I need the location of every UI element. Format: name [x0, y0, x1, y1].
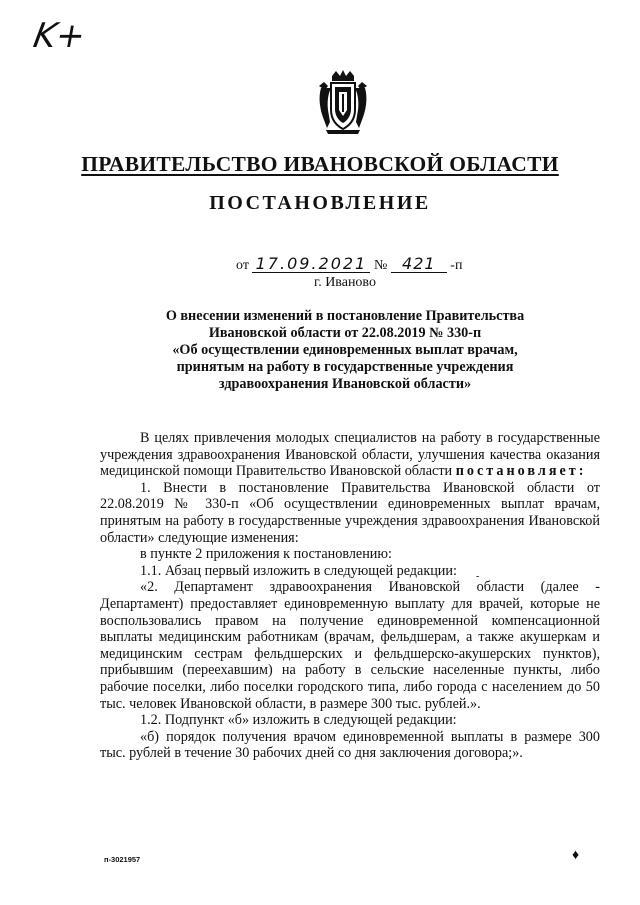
city: г. Иваново [314, 275, 376, 290]
item-1-2: 1.2. Подпункт «б» изложить в следующей редакции: [140, 712, 457, 729]
item-1-sub: в пункте 2 приложения к постановлению: [140, 546, 392, 563]
document-heading [140, 308, 550, 393]
item-1: 1. Внести в постановление Правительства Ивановской области от 22.08.2019 № 330-п «Об осуществлении единовременных выплат врачам, принятым на работу в государственные учреждения здравоохранения Ивановской области» следующие изменения: [100, 479, 600, 546]
heading-line: «Об осуществлении единовременных выплат врачам, [172, 342, 518, 358]
document-code: п-3021957 [104, 855, 141, 864]
stray-mark: - [476, 571, 480, 582]
government-title [0, 152, 640, 177]
heading-line: принятым на работу в государственные учреждения [176, 359, 514, 375]
intro-text: В целях привлечения молодых специалистов на работу в государственные учреждения здравоохранения Ивановской области, улучшения качества оказания медицинской помощи Правительство Ивановской области [100, 430, 600, 480]
handwritten-margin-note: K+ [30, 16, 89, 56]
government-title-text: ПРАВИТЕЛЬСТВО ИВАНОВСКОЙ ОБЛАСТИ [81, 152, 559, 176]
heading-line: здравоохранения Ивановской области» [218, 376, 472, 392]
coat-of-arms-icon [318, 70, 368, 136]
intro-paragraph [100, 430, 600, 480]
item-1-1: 1.1. Абзац первый изложить в следующей редакции: [140, 562, 457, 579]
document-date: 17.09.2021 [252, 256, 370, 273]
document-number: 421 [391, 256, 447, 273]
quote-1: «2. Департамент здравоохранения Ивановской области (далее - Департамент) предоставляет единовременную выплату для врачей, которые не воспользовались правом на получение единовременной компенсационной выплаты медицинским работникам (врачам, фельдшерам, а также акушеркам и медицинским сестрам фельдшерских и фельдшерско-акушерских пунктов), прибывшим (переехавшим) на работу в сельские населенные пункты, либо рабочие поселки, либо поселки городского типа, либо города с населением до 50 тыс. человек Ивановской области, в размере 300 тыс. рублей.». [100, 579, 600, 712]
coat-of-arms-graphic [318, 70, 368, 136]
decree-word: постановляет: [455, 463, 587, 480]
footer-mark: ♦ [572, 848, 580, 863]
date-prefix: от [236, 258, 249, 273]
heading-line: Ивановской области от 22.08.2019 № 330-п [208, 325, 482, 341]
document-type: ПОСТАНОВЛЕНИЕ [209, 192, 431, 214]
number-suffix: -п [450, 258, 463, 273]
number-sign: № [373, 258, 388, 273]
document-body [100, 430, 600, 762]
heading-line: О внесении изменений в постановление Правительства [165, 308, 525, 324]
quote-2: «б) порядок получения врачом единовременной выплаты в размере 300 тыс. рублей в течение 30 рабочих дней со дня заключения договора;». [100, 728, 600, 762]
date-number-line [236, 256, 462, 274]
